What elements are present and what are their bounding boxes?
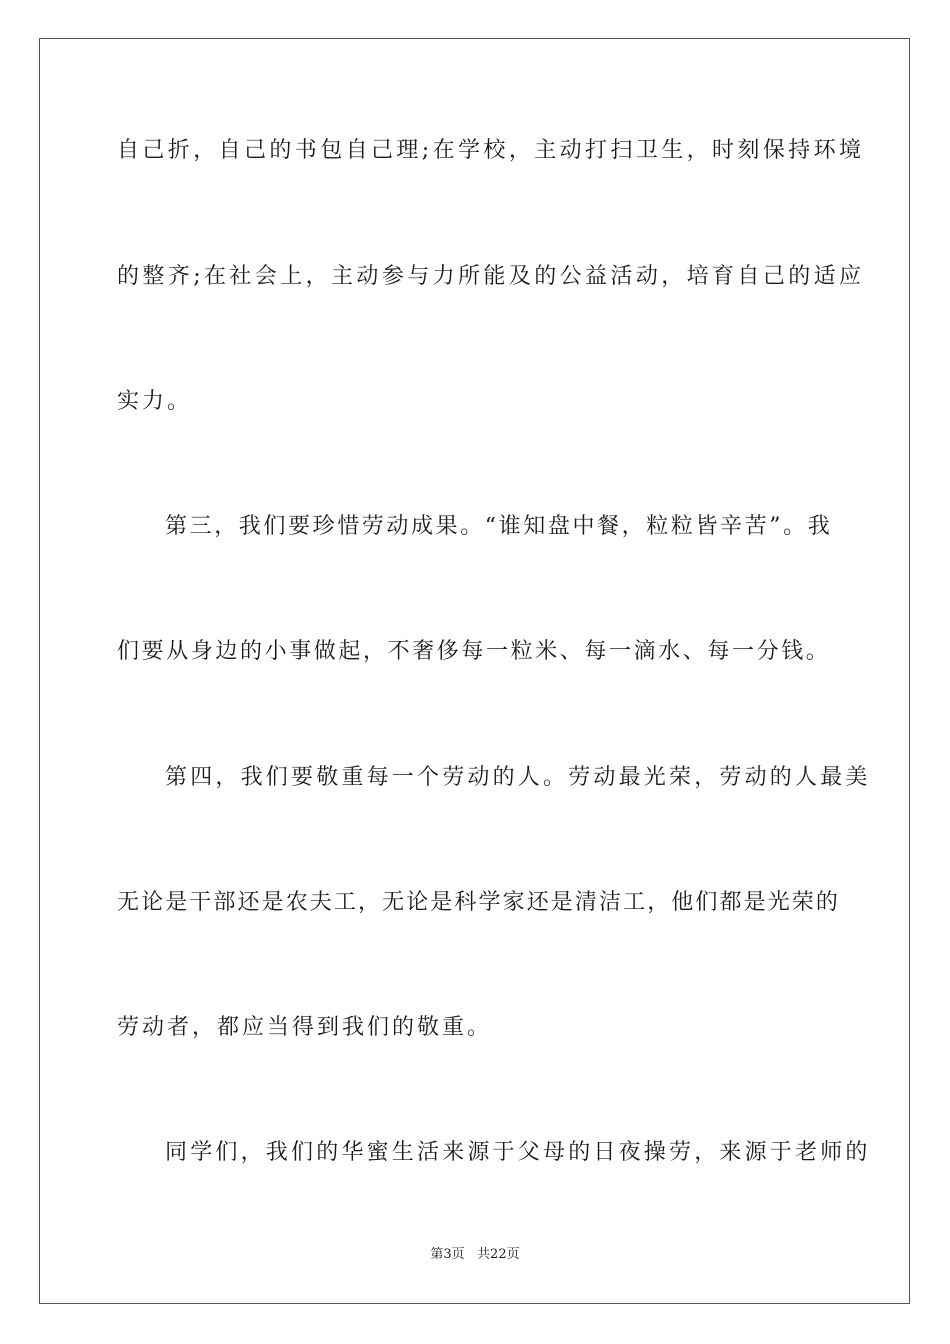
body-line-2: 的整齐;在社会上，主动参与力所能及的公益活动，培育自己的适应	[117, 264, 865, 289]
body-line-6: 第四，我们要敬重每一个劳动的人。劳动最光荣，劳动的人最美	[165, 765, 871, 790]
body-line-4: 第三，我们要珍惜劳动成果。“谁知盘中餐，粒粒皆辛苦”。我	[165, 514, 833, 539]
page-border	[39, 38, 910, 1304]
body-line-7: 无论是干部还是农夫工，无论是科学家还是清洁工，他们都是光荣的	[117, 890, 841, 915]
page-number-footer: 第3页 共22页	[430, 1247, 520, 1262]
body-line-1: 自己折，自己的书包自己理;在学校，主动打扫卫生，时刻保持环境	[117, 138, 865, 163]
body-line-3: 实力。	[117, 389, 193, 414]
body-line-5: 们要从身边的小事做起，不奢侈每一粒米、每一滴水、每一分钱。	[117, 639, 831, 664]
body-line-8: 劳动者，都应当得到我们的敬重。	[117, 1015, 493, 1040]
body-line-9: 同学们，我们的华蜜生活来源于父母的日夜操劳，来源于老师的	[165, 1140, 871, 1165]
